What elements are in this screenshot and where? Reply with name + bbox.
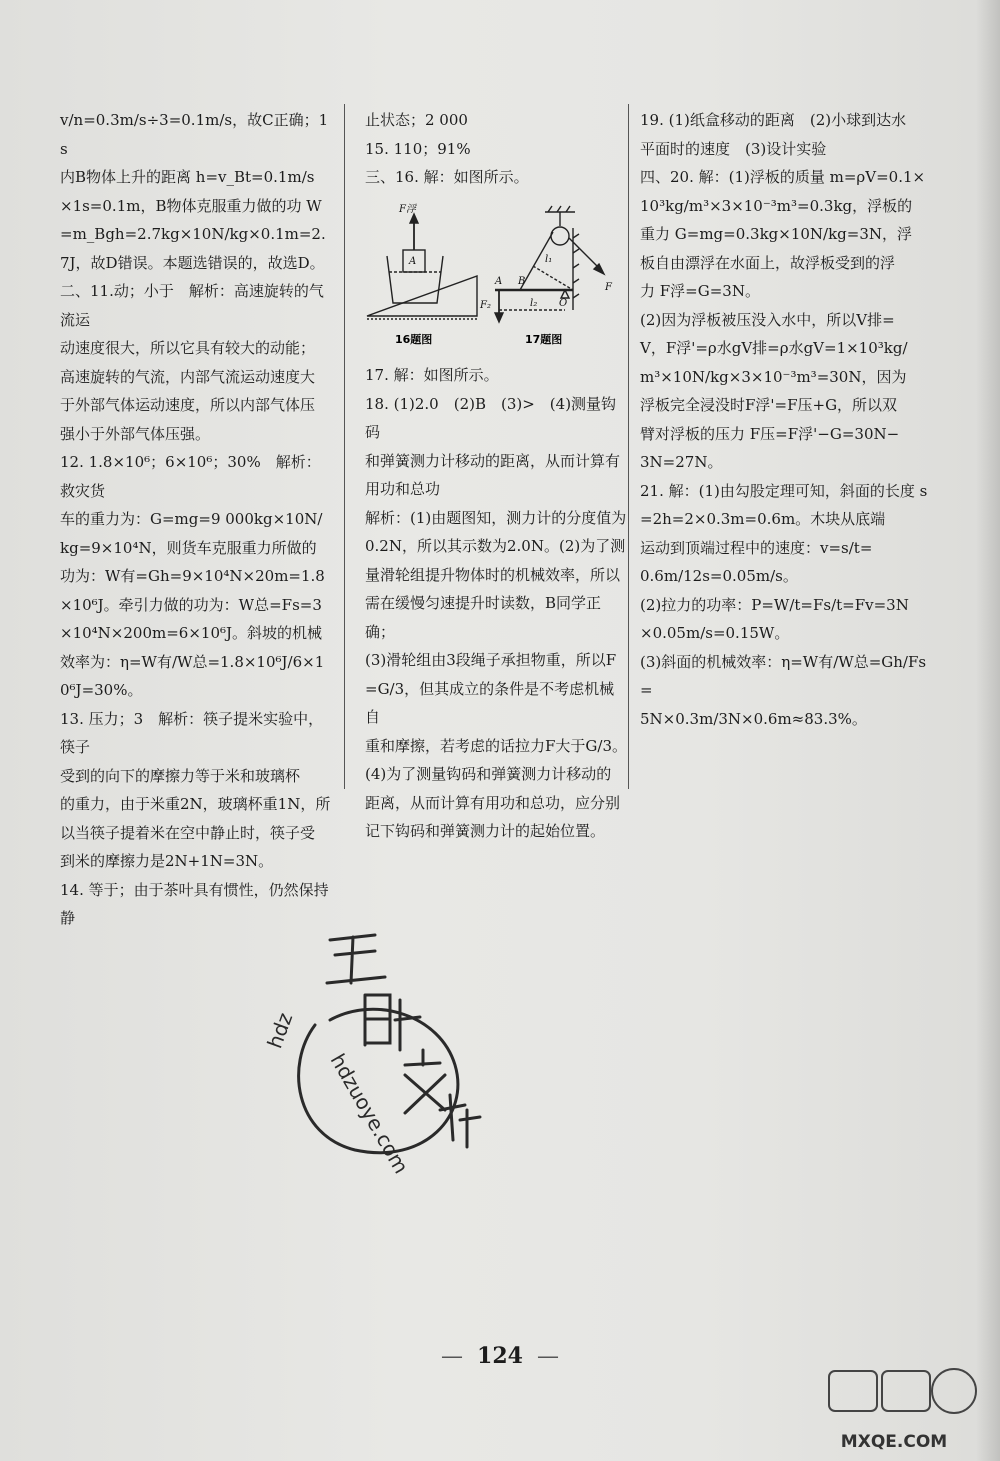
watermark-url-top: hdz xyxy=(262,1009,298,1052)
page-edge-shadow xyxy=(976,0,1000,1461)
text-line: 19. (1)纸盒移动的距离 (2)小球到达水 xyxy=(640,111,907,129)
text-line: 量滑轮组提升物体时的机械效率，所以 xyxy=(365,565,621,584)
text-line: 14. 等于；由于茶叶具有惯性，仍然保持静 xyxy=(60,880,329,927)
text-line: V，F浮'=ρ水gV排=ρ水gV=1×10³kg/ xyxy=(640,339,908,357)
text-line: 12. 1.8×10⁶；6×10⁶；30% 解析：救灾货 xyxy=(60,453,321,500)
label-f-buoyancy: F浮 xyxy=(399,203,416,215)
text-line: 7J，故D错误。本题选错误的，故选D。 xyxy=(60,253,325,272)
text-line: 受到的向下的摩擦力等于米和玻璃杯 xyxy=(60,766,301,785)
column-right xyxy=(640,106,932,733)
pulley-shape xyxy=(551,227,569,245)
text-line: ×0.05m/s=0.15W。 xyxy=(640,624,790,642)
text-line: ×10⁶J。牵引力做的功为：W总=Fs=3 xyxy=(60,595,322,614)
text-line: 车的重力为：G=mg=9 000kg×10N/ xyxy=(60,510,323,528)
text-line: 强小于外部气体压强。 xyxy=(60,424,211,443)
label-l2: l₂ xyxy=(530,297,538,309)
text-line: (3)斜面的机械效率：η=W有/W总=Gh/Fs= xyxy=(640,652,927,699)
text-line: 距离，从而计算有用功和总功，应分别 xyxy=(365,793,621,812)
label-a: A xyxy=(409,255,417,267)
text-line: 10³kg/m³×3×10⁻³m³=0.3kg，浮板的 xyxy=(640,196,913,215)
text-line: =2h=2×0.3m=0.6m。木块从底端 xyxy=(640,510,886,528)
watermark-stamp xyxy=(255,925,485,1185)
text-line: 0.6m/12s=0.05m/s。 xyxy=(640,567,798,585)
text-line: 板自由漂浮在水面上，故浮板受到的浮 xyxy=(640,253,896,272)
text-line: 5N×0.3m/3N×0.6m≈83.3%。 xyxy=(640,709,867,728)
text-line: =G/3，但其成立的条件是不考虑机械自 xyxy=(365,679,615,726)
text-line: kg=9×10⁴N，则货车克服重力所做的 xyxy=(60,538,317,557)
text-line: 运动到顶端过程中的速度：v=s/t= xyxy=(640,538,873,557)
incline-shape xyxy=(367,276,477,316)
text-line: 臂对浮板的压力 F压=F浮'−G=30N− xyxy=(640,424,900,443)
page-number-text: 124 xyxy=(477,1343,523,1369)
page-number: — 124 — xyxy=(441,1343,559,1369)
text-line: 13. 压力；3 解析：筷子提米实验中，筷子 xyxy=(60,709,324,756)
text-line: 止状态；2 000 xyxy=(365,111,468,129)
text-line: 于外部气体运动速度，所以内部气体压 xyxy=(60,396,316,414)
column-divider-left xyxy=(344,104,345,789)
text-line: 和弹簧测力计移动的距离，从而计算有 xyxy=(365,451,621,470)
text-line: 力 F浮=G=3N。 xyxy=(640,282,760,300)
text-line: (3)滑轮组由3段绳子承担物重，所以F xyxy=(365,651,617,669)
text-line: 解析：(1)由题图知，测力计的分度值为 xyxy=(365,508,627,527)
text-line: 到米的摩擦力是2N+1N=3N。 xyxy=(60,852,274,870)
text-line: 记下钩码和弹簧测力计的起始位置。 xyxy=(365,822,606,840)
text-line: 15. 110；91% xyxy=(365,139,471,158)
corner-logo xyxy=(794,1365,994,1455)
text-line: (4)为了测量钩码和弹簧测力计移动的 xyxy=(365,765,612,783)
figures-16-17 xyxy=(365,198,627,358)
text-line: 需在缓慢匀速提升时读数，B同学正确； xyxy=(365,594,602,641)
label-b: B xyxy=(518,275,526,287)
label-l1: l₁ xyxy=(545,253,553,265)
column-left xyxy=(60,106,332,933)
text-line: v/n=0.3m/s÷3=0.1m/s，故C正确；1s xyxy=(60,111,329,158)
text-line: 内B物体上升的距离 h=v_Bt=0.1m/s xyxy=(60,168,315,186)
text-line: 0.2N，所以其示数为2.0N。(2)为了测 xyxy=(365,537,626,555)
text-line: 3N=27N。 xyxy=(640,453,723,471)
text-line: 高速旋转的气流，内部气流运动速度大 xyxy=(60,367,316,386)
label-f: F xyxy=(605,281,612,293)
text-line: ×1s=0.1m，B物体克服重力做的功 W xyxy=(60,196,322,215)
text-line: 浮板完全浸没时F浮'=F压+G，所以双 xyxy=(640,396,898,414)
caption-16: 16题图 xyxy=(395,332,433,346)
text-line: 17. 解：如图所示。 xyxy=(365,366,499,384)
text-line: m³×10N/kg×3×10⁻³m³=30N，因为 xyxy=(640,367,907,386)
caption-17: 17题图 xyxy=(525,332,563,346)
text-line: 功为：W有=Gh=9×10⁴N×20m=1.8 xyxy=(60,567,325,585)
text-line: 效率为：η=W有/W总=1.8×10⁶J/6×10⁶J=30%。 xyxy=(60,652,325,699)
text-line: 三、16. 解：如图所示。 xyxy=(365,168,529,186)
physics-diagram xyxy=(365,198,615,348)
text-line: (2)拉力的功率：P=W/t=Fs/t=Fv=3N xyxy=(640,595,909,614)
text-line: 动速度很大，所以它具有较大的动能； xyxy=(60,339,316,357)
text-line: (2)因为浮板被压没入水中，所以V排= xyxy=(640,310,895,329)
label-o: O xyxy=(559,297,568,309)
text-line: ×10⁴N×200m=6×10⁶J。斜坡的机械 xyxy=(60,624,323,642)
text-line: 四、20. 解：(1)浮板的质量 m=ρV=0.1× xyxy=(640,168,926,186)
watermark-url: hdzuoye.com xyxy=(325,1049,414,1178)
text-line: 重力 G=mg=0.3kg×10N/kg=3N，浮 xyxy=(640,225,913,243)
text-line: 平面时的速度 (3)设计实验 xyxy=(640,139,827,158)
corner-logo-url: MXQE.COM xyxy=(840,1432,948,1452)
text-line: 的重力，由于米重2N，玻璃杯重1N，所 xyxy=(60,795,331,813)
column-middle xyxy=(365,106,627,846)
text-line: 以当筷子提着米在空中静止时，筷子受 xyxy=(60,823,316,842)
label-a2: A xyxy=(495,275,503,287)
text-line: 重和摩擦，若考虑的话拉力F大于G/3。 xyxy=(365,736,627,755)
label-f2: F₂ xyxy=(480,299,491,311)
text-line: =m_Bgh=2.7kg×10N/kg×0.1m=2. xyxy=(60,225,326,243)
text-line: 18. (1)2.0 (2)B (3)> (4)测量钩码 xyxy=(365,394,617,441)
text-line: 二、11.动；小于 解析：高速旋转的气流运 xyxy=(60,282,324,329)
text-line: 用功和总功 xyxy=(365,480,441,498)
text-line: 21. 解：(1)由勾股定理可知，斜面的长度 s xyxy=(640,481,928,500)
column-divider-right xyxy=(628,104,629,789)
